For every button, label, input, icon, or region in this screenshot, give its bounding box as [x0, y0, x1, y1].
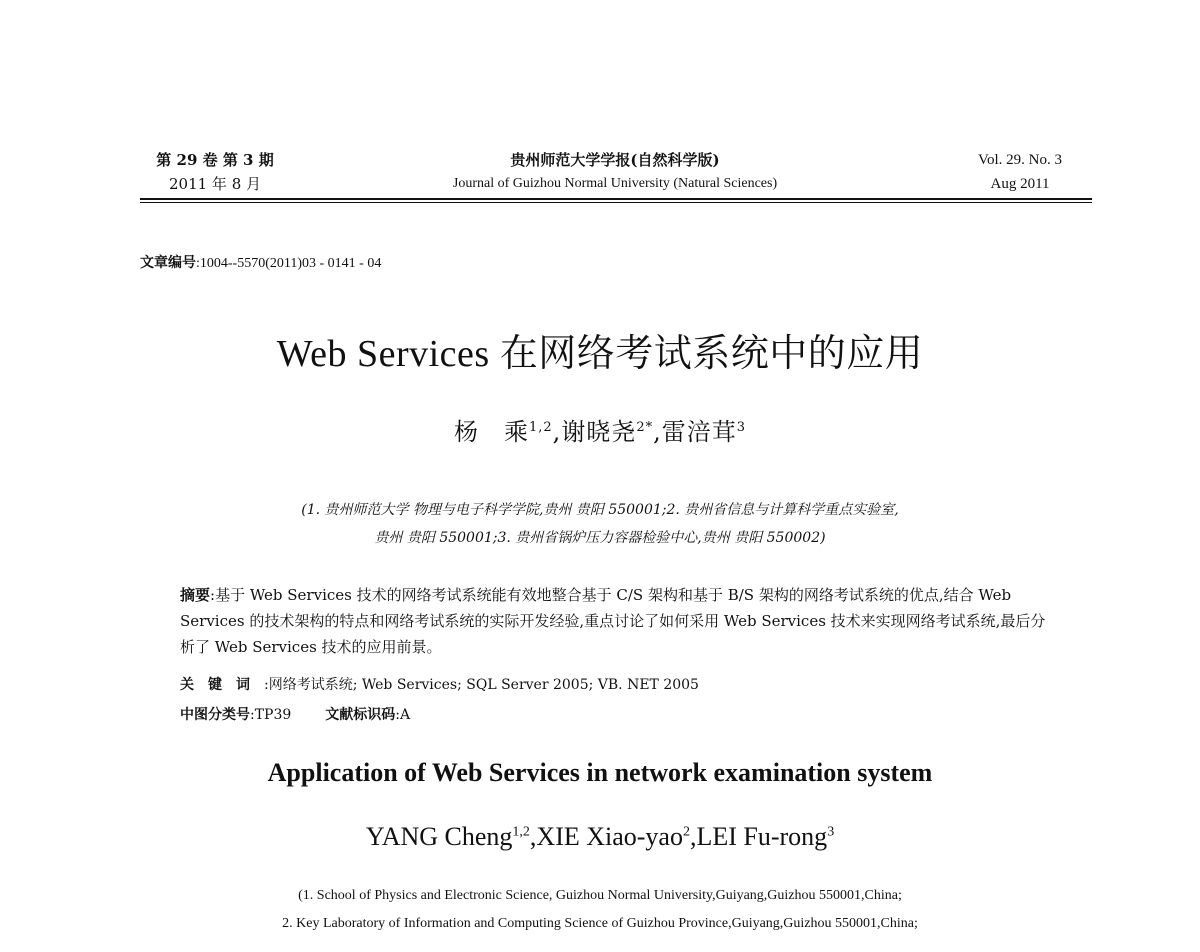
affiliation-en-line-1: (1. School of Physics and Electronic Science, Guizhou Normal University,Guiyang,Guizhou 550001,China; [298, 888, 902, 903]
doc-code-label: 文献标识码 [325, 707, 396, 723]
abstract-label: 摘要 [180, 586, 211, 604]
volume-cn: 第 29 卷 第 3 期 [156, 151, 274, 169]
clc-label: 中图分类号 [180, 707, 250, 723]
journal-name-cn: 贵州师范大学学报(自然科学版) [510, 151, 720, 169]
author-en-1: YANG Cheng [365, 822, 513, 851]
author-cn-3: 雷涪茸 [661, 418, 737, 446]
author-cn-1-sup: 1,2 [528, 420, 553, 435]
clc-value: :TP39 [250, 707, 292, 723]
header-volume-block [140, 148, 290, 196]
title-cn: Web Services 在网络考试系统中的应用 [276, 333, 924, 375]
classification [180, 704, 410, 724]
author-cn-sep-1: , [552, 418, 562, 446]
header-rule-thick [140, 198, 1092, 200]
author-en-2: XIE Xiao-yao [536, 822, 683, 851]
author-en-sep-1: , [529, 822, 537, 851]
abstract-text: :基于 Web Services 技术的网络考试系统能有效地整合基于 C/S 架构和基于 B/S 架构的网络考试系统的优点,结合 Web Services 的技术架构的特点和网络考试系统的实际开发经验,重点讨论了如何采用 Web Services 技术来实现网络考试系统,最后分析了 Web Services 技术的应用前景。 [180, 586, 1046, 656]
journal-name-en: Journal of Guizhou Normal University (Natural Sciences) [452, 176, 778, 191]
author-en-1-sup: 1,2 [512, 824, 530, 840]
affiliations-cn [0, 496, 1200, 552]
article-number-value: :1004--5570(2011)03 - 0141 - 04 [196, 256, 382, 271]
affiliations-en [0, 882, 1200, 938]
abstract [180, 582, 1060, 660]
author-en-3: LEI Fu-rong [696, 822, 828, 851]
article-number [140, 252, 381, 272]
doc-code-value: :A [395, 707, 411, 723]
affiliation-cn-line-1: (1. 贵州师范大学 物理与电子科学学院,贵州 贵阳 550001;2. 贵州省信息与计算科学重点实验室, [301, 502, 899, 518]
affiliation-cn-line-2: 贵州 贵阳 550001;3. 贵州省锅炉压力容器检验中心,贵州 贵阳 550002) [374, 530, 826, 546]
author-en-3-sup: 3 [827, 824, 835, 840]
header-issue-block [945, 148, 1095, 196]
date-en: Aug 2011 [990, 176, 1050, 192]
author-en-sep-2: , [689, 822, 697, 851]
header-journal-block [400, 148, 830, 196]
keywords-label: 关键词 [180, 677, 264, 693]
keywords-text: :网络考试系统; Web Services; SQL Server 2005; VB. NET 2005 [264, 677, 699, 693]
author-cn-1: 杨 乘 [453, 418, 529, 446]
authors-cn [0, 412, 1200, 447]
author-cn-sep-2: , [653, 418, 662, 446]
author-cn-2-sup: 2* [636, 420, 654, 435]
author-cn-3-sup: 3 [736, 420, 747, 435]
volume-en: Vol. 29. No. 3 [978, 152, 1062, 168]
date-cn: 2011 年 8 月 [168, 175, 262, 193]
title-en: Application of Web Services in network examination system [267, 758, 933, 787]
affiliation-en-line-2: 2. Key Laboratory of Information and Computing Science of Guizhou Province,Guiyang,Guizhou 550001,China; [282, 916, 918, 931]
keywords [180, 674, 699, 694]
author-cn-2: 谢晓尧 [561, 418, 637, 446]
author-en-2-sup: 2 [682, 824, 690, 840]
article-number-label: 文章编号 [140, 255, 196, 271]
header-rule-thin [140, 202, 1092, 203]
authors-en [0, 822, 1200, 852]
